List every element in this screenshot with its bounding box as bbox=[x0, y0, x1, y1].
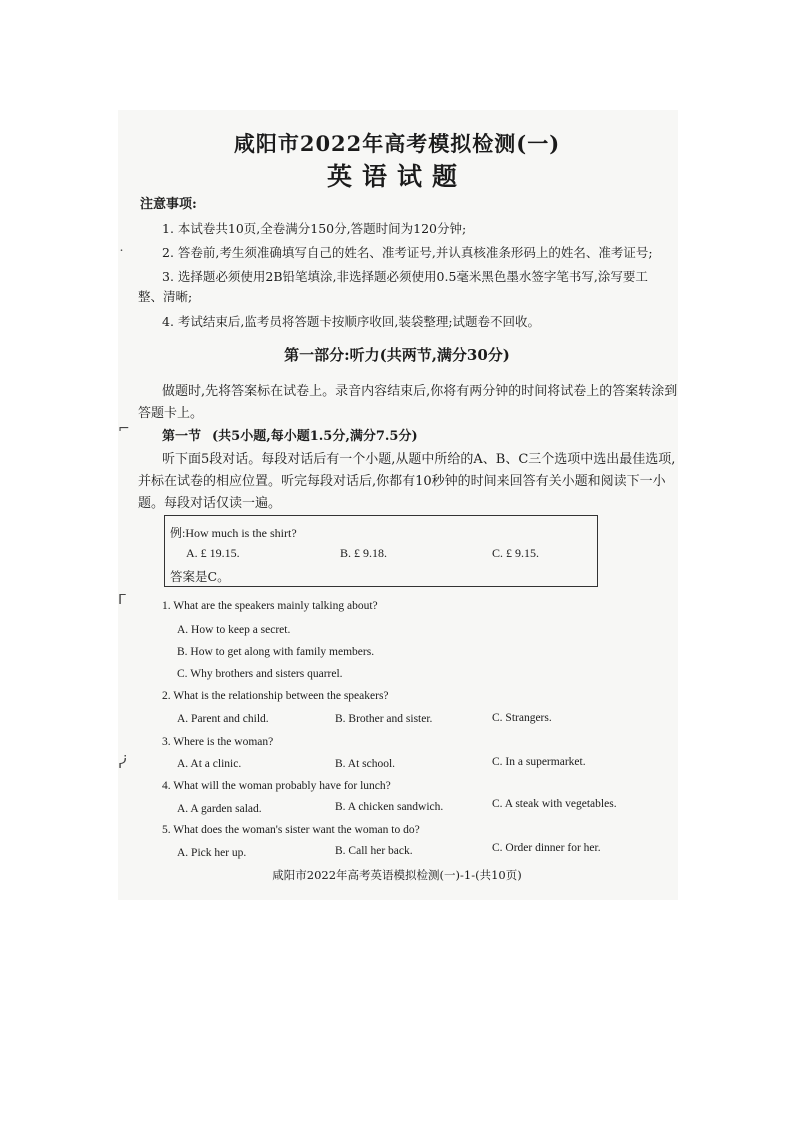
scan-mark: ⌐ bbox=[118, 421, 130, 437]
scan-mark: ᓰ bbox=[118, 756, 127, 772]
notice-heading: 注意事项: bbox=[140, 197, 197, 212]
exam-title: 咸阳市2022年高考模拟检测(一) bbox=[233, 131, 561, 156]
question-stem: 3. Where is the woman? bbox=[162, 736, 274, 748]
question-stem: 4. What will the woman probably have for lunch? bbox=[162, 780, 391, 792]
question-option: A. At a clinic. bbox=[177, 758, 242, 770]
example-option: B. £ 9.18. bbox=[340, 546, 388, 560]
part-intro: 做题时,先将答案标在试卷上。录音内容结束后,你将有两分钟的时间将试卷上的答案转涂到 bbox=[162, 384, 678, 399]
section-info: (共5小题,每小题1.5分,满分7.5分) bbox=[212, 429, 418, 444]
part-title: 第一部分:听力(共两节,满分30分) bbox=[284, 346, 510, 364]
section-label: 第一节 bbox=[162, 429, 202, 444]
section-instructions: 听下面5段对话。每段对话后有一个小题,从题中所给的A、B、C三个选项中选出最佳选项, bbox=[162, 452, 676, 467]
part-intro: 答题卡上。 bbox=[138, 406, 204, 421]
question-option: C. Why brothers and sisters quarrel. bbox=[177, 668, 343, 680]
question-option: A. Parent and child. bbox=[177, 713, 269, 725]
example-option: C. £ 9.15. bbox=[492, 546, 540, 560]
question-option: A. Pick her up. bbox=[177, 847, 247, 859]
subject-title: 英语试题 bbox=[326, 162, 467, 191]
question-option: B. At school. bbox=[335, 758, 396, 770]
question-option: C. Strangers. bbox=[492, 712, 552, 724]
section-instructions: 题。每段对话仅读一遍。 bbox=[138, 496, 282, 511]
scan-mark: ˙ bbox=[118, 248, 125, 264]
notice-item: 3. 选择题必须使用2B铅笔填涂,非选择题必须使用0.5毫米黑色墨水签字笔书写,涂写要工 bbox=[162, 269, 648, 284]
question-option: B. Call her back. bbox=[335, 845, 413, 857]
example-answer: 答案是C。 bbox=[170, 569, 230, 584]
question-option: C. In a supermarket. bbox=[492, 756, 586, 768]
question-option: C. A steak with vegetables. bbox=[492, 798, 617, 810]
notice-item: 整、清晰; bbox=[138, 289, 193, 304]
example-option: A. £ 19.15. bbox=[186, 546, 240, 560]
question-option: B. Brother and sister. bbox=[335, 713, 433, 725]
question-stem: 1. What are the speakers mainly talking about? bbox=[162, 600, 378, 612]
question-option: B. How to get along with family members. bbox=[177, 646, 375, 658]
scan-mark: ᒥ bbox=[118, 592, 126, 608]
section-instructions: 并标在试卷的相应位置。听完每段对话后,你都有10秒钟的时间来回答有关小题和阅读下一小 bbox=[138, 474, 666, 489]
notice-item: 1. 本试卷共10页,全卷满分150分,答题时间为120分钟; bbox=[162, 221, 467, 236]
example-question: 例:How much is the shirt? bbox=[170, 526, 297, 540]
notice-item: 2. 答卷前,考生须准确填写自己的姓名、准考证号,并认真核准条形码上的姓名、准考证号; bbox=[162, 245, 653, 260]
page-footer: 咸阳市2022年高考英语模拟检测(一)-1-(共10页) bbox=[272, 868, 522, 882]
question-option: C. Order dinner for her. bbox=[492, 842, 601, 854]
question-option: A. A garden salad. bbox=[177, 803, 262, 815]
question-option: A. How to keep a secret. bbox=[177, 624, 291, 636]
question-stem: 5. What does the woman's sister want the woman to do? bbox=[162, 824, 420, 836]
question-option: B. A chicken sandwich. bbox=[335, 801, 444, 813]
notice-item: 4. 考试结束后,监考员将答题卡按顺序收回,装袋整理;试题卷不回收。 bbox=[162, 314, 541, 329]
question-stem: 2. What is the relationship between the speakers? bbox=[162, 690, 389, 702]
